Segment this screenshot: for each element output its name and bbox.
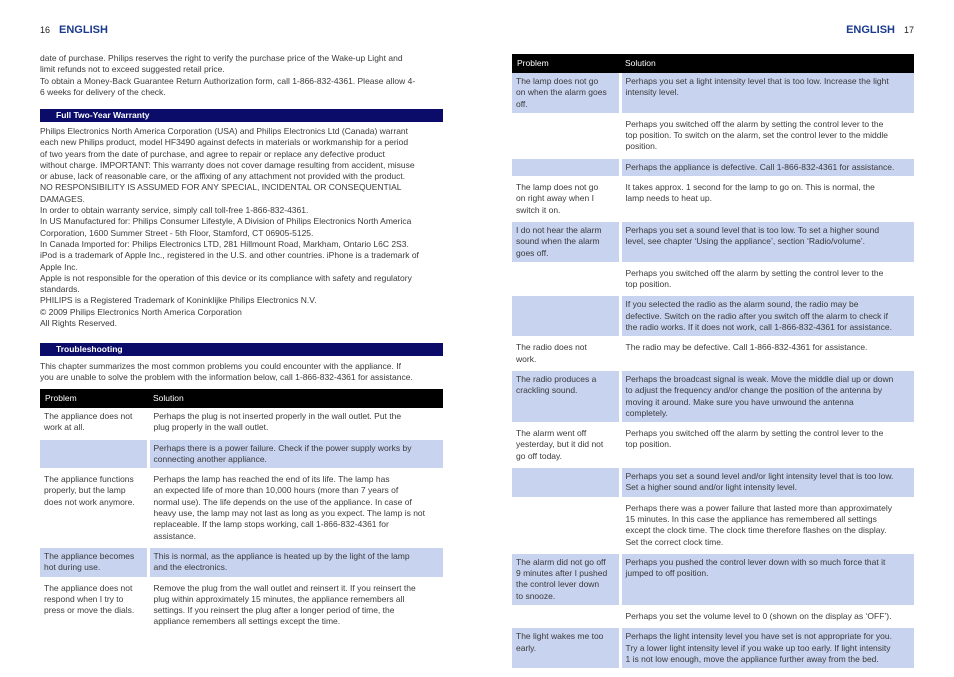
solution-cell (620, 467, 914, 499)
table-row (512, 424, 914, 467)
cell-line: and the electronics. (153, 562, 228, 573)
cell-line: on when the alarm goes (516, 87, 607, 98)
solution-cell (620, 424, 914, 467)
solution-cell (620, 263, 914, 295)
cell-line: yesterday, but it did not (516, 439, 604, 450)
problem-cell (512, 369, 620, 423)
cell-line: Perhaps the light intensity level you have set is not appropriate for you. (625, 631, 892, 642)
troubleshooting-table-left (40, 389, 443, 634)
left-page (40, 0, 443, 677)
cell-line: the control lever down (516, 579, 600, 590)
text-line: DAMAGES. (40, 193, 85, 204)
right-page-number: 17 (903, 25, 914, 35)
text-line: In order to obtain warranty service, simply call toll-free 1-866-832-4361. (40, 205, 309, 216)
warranty-section-title: Full Two-Year Warranty (40, 109, 443, 122)
column-header-solution: Solution (620, 54, 914, 73)
problem-cell (512, 220, 620, 263)
cell-line: The alarm went off (516, 428, 587, 439)
text-line: Apple Inc. (40, 261, 78, 272)
table-header-row (40, 389, 443, 408)
text-line: PHILIPS is a Registered Trademark of Koninklijke Philips Electronics N.V. (40, 295, 317, 306)
cell-line: to snooze. (516, 590, 556, 601)
solution-cell (620, 338, 914, 370)
cell-line: jumped to off position. (625, 568, 709, 579)
left-page-header (40, 24, 108, 36)
text-line: without charge. IMPORTANT: This warranty does not cover damage resulting from accident, misuse (40, 159, 415, 170)
text-line: Philips Electronics North America Corporation (USA) and Philips Electronics Ltd (Canada) warrant (40, 126, 409, 136)
cell-line: replaceable. If the lamp stops working, call 1-866-832-4361 for (153, 519, 389, 530)
left-page-number: 16 (40, 25, 51, 35)
cell-line: lamp needs to heat up. (625, 193, 712, 204)
table-row (512, 178, 914, 221)
solution-cell (620, 606, 914, 626)
problem-cell (512, 424, 620, 467)
cell-line: work. (516, 353, 537, 364)
cell-line: I do not hear the alarm (516, 224, 602, 235)
cell-line: The appliance does not (44, 411, 133, 421)
cell-line: The appliance functions (44, 474, 134, 485)
cell-line: Perhaps you switched off the alarm by setting the control lever to the (625, 118, 884, 129)
solution-cell (620, 552, 914, 606)
table-row (512, 338, 914, 370)
table-row (512, 295, 914, 338)
cell-line: Perhaps you pushed the control lever down with so much force that it (625, 556, 886, 567)
problem-cell (512, 627, 620, 670)
solution-cell (148, 546, 443, 578)
cell-line: respond when I try to (44, 593, 124, 604)
problem-cell (512, 498, 620, 552)
table-header-row (512, 54, 914, 73)
problem-cell (40, 546, 148, 578)
cell-line: The radio may be defective. Call 1-866-832-4361 for assistance. (625, 342, 868, 353)
cell-line: intensity level. (625, 87, 679, 98)
cell-line: heavy use, the lamp may not last as long as you expect. The lamp is not (153, 508, 426, 519)
cell-line: Remove the plug from the wall outlet and reinsert it. If you reinsert the (153, 582, 416, 593)
solution-cell (620, 114, 914, 157)
right-page-language: ENGLISH (846, 24, 895, 36)
cell-line: Perhaps the plug is not inserted properly in the wall outlet. Put the (153, 411, 402, 421)
cell-line: assistance. (153, 530, 197, 541)
cell-line: Perhaps you set a light intensity level that is too low. Increase the light (625, 76, 889, 86)
table-row (40, 408, 443, 438)
cell-line: Perhaps you switched off the alarm by setting the control lever to the (625, 428, 884, 439)
cell-line: Set the correct clock time. (625, 536, 724, 547)
cell-line: go off today. (516, 450, 562, 461)
solution-cell (620, 157, 914, 177)
cell-line: Perhaps you switched off the alarm by setting the control lever to the (625, 267, 884, 278)
table-row (512, 552, 914, 606)
problem-cell (512, 157, 620, 177)
cell-line: Perhaps the lamp has reached the end of its life. The lamp has (153, 474, 390, 485)
cell-line: It takes approx. 1 second for the lamp to go on. This is normal, the (625, 182, 875, 193)
troubleshooting-section-title: Troubleshooting (40, 343, 443, 356)
text-line: of two years from the date of purchase, and agree to repair or replace any defective product (40, 148, 385, 159)
cell-line: appliance remembers all settings except the time. (153, 616, 341, 627)
table-row (512, 467, 914, 499)
cell-line: The lamp does not go (516, 76, 599, 86)
solution-cell (148, 470, 443, 547)
cell-line: completely. (625, 407, 668, 418)
cell-line: top position. To switch on the alarm, set the control lever to the middle (625, 130, 889, 141)
table-row (40, 546, 443, 578)
cell-line: This is normal, as the appliance is heated up by the light of the lamp (153, 550, 410, 561)
cell-line: defective. Switch on the radio after you switch off the alarm to check if (625, 310, 889, 321)
cell-line: plug properly in the wall outlet. (153, 422, 269, 433)
left-page-language: ENGLISH (59, 24, 108, 36)
text-line: or abuse, lack of reasonable care, or the affixing of any attachment not provided with the product. (40, 171, 406, 182)
text-line: © 2009 Philips Electronics North America Corporation (40, 306, 242, 317)
problem-cell (40, 578, 148, 632)
cell-line: off. (516, 98, 528, 109)
problem-cell (512, 73, 620, 114)
warranty-paragraph (40, 126, 443, 329)
table-row (512, 369, 914, 423)
text-line: iPod is a trademark of Apple Inc., registered in the U.S. and other countries. iPhone is a trademark of (40, 250, 419, 261)
problem-cell (40, 408, 148, 438)
problem-cell (512, 606, 620, 626)
text-line: All Rights Reserved. (40, 318, 118, 329)
solution-cell (620, 73, 914, 114)
solution-cell (620, 220, 914, 263)
solution-cell (148, 438, 443, 470)
cell-line: Set a higher sound and/or light intensity level. (625, 482, 798, 493)
table-row (512, 220, 914, 263)
right-page (512, 0, 914, 677)
troubleshooting-table-right (512, 54, 914, 671)
cell-line: settings. If you reinsert the plug after a longer period of time, the (153, 605, 395, 616)
cell-line: normal use). The life depends on the use of the appliance. In case of (153, 496, 412, 507)
cell-line: top position. (625, 439, 672, 450)
column-header-solution: Solution (148, 389, 443, 408)
cell-line: goes off. (516, 247, 549, 258)
cell-line: The appliance does not (44, 582, 133, 593)
problem-cell (512, 114, 620, 157)
cell-line: crackling sound. (516, 385, 578, 396)
problem-cell (40, 470, 148, 547)
cell-line: The lamp does not go (516, 182, 599, 193)
solution-cell (620, 295, 914, 338)
cell-line: position. (625, 141, 658, 152)
text-line: date of purchase. Philips reserves the right to verify the purchase price of the Wake-up Light and (40, 53, 403, 63)
cell-line: Perhaps you set a sound level and/or light intensity level that is too low. (625, 471, 894, 482)
text-line: In US Manufactured for: Philips Consumer Lifestyle, A Division of Philips Electronics North America (40, 216, 412, 227)
problem-cell (512, 552, 620, 606)
text-line: 6 weeks for delivery of the check. (40, 86, 166, 97)
problem-cell (512, 178, 620, 221)
solution-cell (620, 178, 914, 221)
cell-line: press or move the dials. (44, 605, 135, 616)
cell-line: level, see chapter ‘Using the appliance’, section ‘Radio/volume’. (625, 236, 866, 247)
cell-line: sound when the alarm (516, 236, 600, 247)
table-row (512, 627, 914, 670)
table-row (512, 73, 914, 114)
cell-line: Perhaps the broadcast signal is weak. Move the middle dial up or down (625, 373, 894, 384)
column-header-problem: Problem (512, 54, 620, 73)
text-line: This chapter summarizes the most common problems you could encounter with the appliance. If (40, 361, 401, 371)
table-row (40, 578, 443, 632)
problem-cell (512, 263, 620, 295)
solution-cell (620, 498, 914, 552)
table-row (512, 114, 914, 157)
text-line: standards. (40, 284, 80, 295)
cell-line: Perhaps the appliance is defective. Call 1-866-832-4361 for assistance. (625, 161, 895, 172)
cell-line: top position. (625, 279, 672, 290)
cell-line: The radio produces a (516, 373, 597, 384)
text-line: each new Philips product, model HF3490 against defects in materials or workmanship for a period (40, 137, 409, 148)
cell-line: does not work anymore. (44, 496, 135, 507)
cell-line: The alarm did not go off (516, 556, 606, 567)
text-line: In Canada Imported for: Philips Electronics LTD, 281 Hillmount Road, Markham, Ontario L6C 2S3. (40, 238, 409, 249)
table-row (40, 438, 443, 470)
cell-line: except the clock time. The clock time therefore flashes on the display. (625, 525, 887, 536)
cell-line: The radio does not (516, 342, 587, 353)
problem-cell (40, 438, 148, 470)
cell-line: the radio works. If it does not work, call 1-866-832-4361 for assistance. (625, 322, 892, 333)
cell-line: Perhaps you set the volume level to 0 (shown on the display as ‘OFF’). (625, 610, 892, 621)
cell-line: The appliance becomes (44, 550, 135, 561)
solution-cell (620, 369, 914, 423)
cell-line: Perhaps there was a power failure that lasted more than approximately (625, 502, 892, 513)
cell-line: to adjust the frequency and/or change the position of the antenna by (625, 385, 883, 396)
cell-line: Perhaps there is a power failure. Check if the power supply works by (153, 442, 412, 453)
text-line: limit refunds not to exceed suggested retail price. (40, 64, 225, 75)
cell-line: plug within approximately 15 minutes, the appliance remembers all (153, 593, 405, 604)
cell-line: The light wakes me too (516, 631, 604, 642)
cell-line: hot during use. (44, 562, 101, 573)
problem-cell (512, 295, 620, 338)
money-back-paragraph (40, 53, 443, 98)
table-row (512, 263, 914, 295)
table-row (40, 470, 443, 547)
text-line: Apple is not responsible for the operation of this device or its compliance with safety and regulatory (40, 272, 412, 283)
cell-line: 15 minutes. In this case the appliance has remembered all settings (625, 513, 877, 524)
text-line: you are unable to solve the problem with the information below, call 1-866-832-4361 for assistance. (40, 372, 413, 383)
solution-cell (148, 578, 443, 632)
cell-line: on right away when I (516, 193, 594, 204)
troubleshooting-intro (40, 361, 443, 384)
text-line: NO RESPONSIBILITY IS ASSUMED FOR ANY SPECIAL, INCIDENTAL OR CONSEQUENTIAL (40, 182, 402, 193)
cell-line: switch it on. (516, 204, 561, 215)
cell-line: properly, but the lamp (44, 485, 126, 496)
cell-line: work at all. (44, 422, 85, 433)
table-row (512, 606, 914, 626)
solution-cell (620, 627, 914, 670)
cell-line: connecting another appliance. (153, 453, 267, 464)
text-line: Corporation, 1600 Summer Street - 5th Floor, Stamford, CT 06905-5125. (40, 227, 314, 238)
table-row (512, 157, 914, 177)
cell-line: Try a lower light intensity level if you wake up too early. If light intensity (625, 642, 891, 653)
text-line: To obtain a Money-Back Guarantee Return Authorization form, call 1-866-832-4361. Please allow 4- (40, 75, 416, 86)
cell-line: an expected life of more than 10,000 hours (more than 7 years of (153, 485, 399, 496)
table-row (512, 498, 914, 552)
problem-cell (512, 338, 620, 370)
cell-line: Perhaps you set a sound level that is too low. To set a higher sound (625, 224, 880, 235)
column-header-problem: Problem (40, 389, 148, 408)
cell-line: early. (516, 642, 537, 653)
cell-line: 1 is not low enough, move the appliance further away from the bed. (625, 653, 879, 664)
cell-line: If you selected the radio as the alarm sound, the radio may be (625, 299, 859, 310)
cell-line: 9 minutes after I pushed (516, 568, 608, 579)
solution-cell (148, 408, 443, 438)
cell-line: moving it around. Make sure you have unwound the antenna (625, 396, 854, 407)
right-page-header (846, 24, 914, 36)
problem-cell (512, 467, 620, 499)
